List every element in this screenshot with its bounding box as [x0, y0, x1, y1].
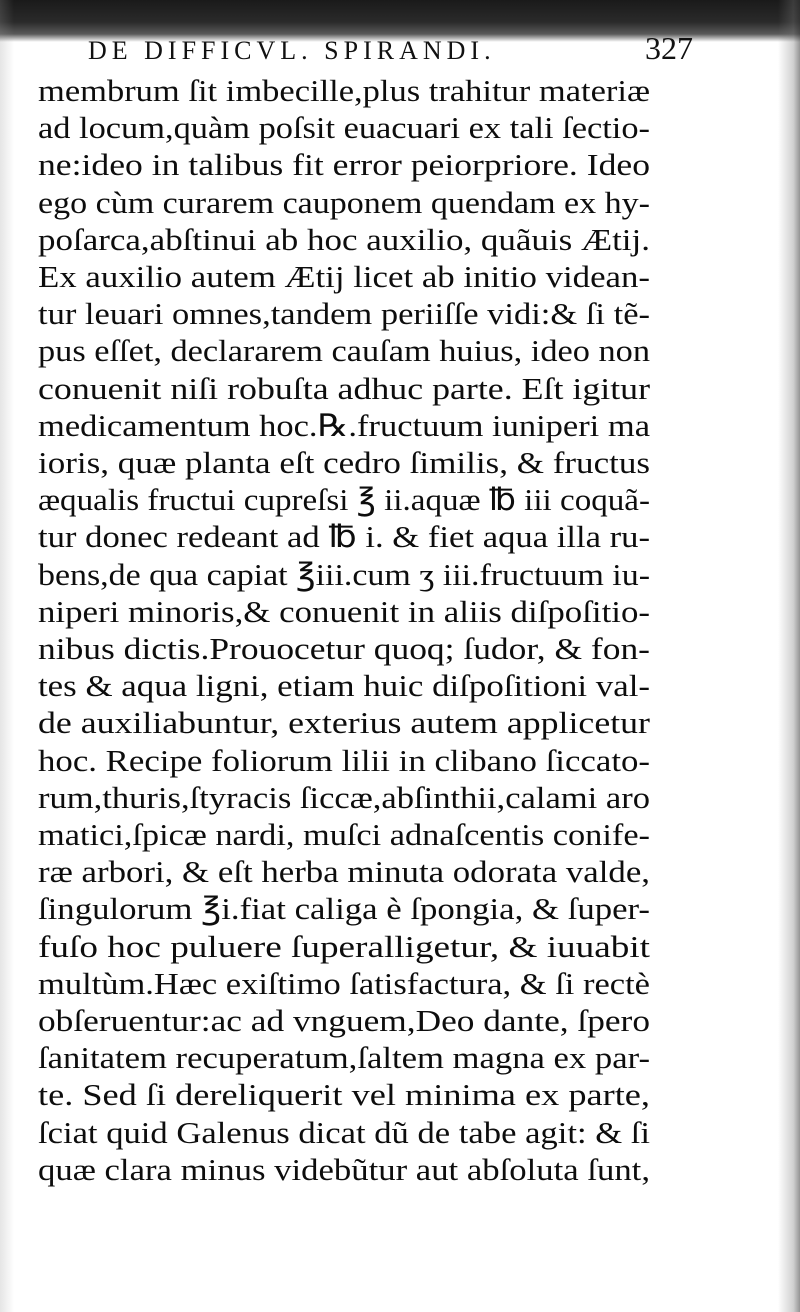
text-line: bens,de qua capiat ℥iii.cum ʒ iii.fructuum iu- — [38, 556, 650, 592]
text-line: ioris, quæ planta eſt cedro ſimilis, & fructus — [38, 445, 650, 481]
text-line: tur leuari omnes,tandem periiſſe vidi:& ſi tẽ- — [38, 296, 650, 332]
text-line: obſeruentur:ac ad vnguem,Deo dante, ſpero — [38, 1003, 650, 1039]
text-line: ne:ideo in talibus fit error peiorpriore. Ideo — [38, 147, 650, 183]
text-line: nibus dictis.Prouocetur quoq; ſudor, & fon- — [38, 631, 650, 667]
printed-page — [38, 30, 693, 1188]
text-line: ſciat quid Galenus dicat dũ de tabe agit: & ſi — [38, 1114, 650, 1150]
page-gutter-shadow — [778, 0, 800, 1312]
text-line: rum,thuris,ſtyracis ſiccæ,abſinthii,calami aro — [38, 779, 650, 815]
text-line: de auxiliabuntur, exterius autem applicetur — [38, 705, 650, 741]
text-line: membrum ſit imbecille,plus trahitur materiæ — [38, 73, 650, 108]
text-line: niperi minoris,& conuenit in aliis diſpoſitio- — [38, 593, 650, 629]
text-line: te. Sed ſi dereliquerit vel minima ex parte, — [38, 1077, 650, 1113]
text-line: medicamentum hoc.℞.fructuum iuniperi ma — [38, 407, 651, 443]
text-line: hoc. Recipe foliorum lilii in clibano ſiccato- — [38, 742, 650, 778]
page-left-edge — [0, 0, 14, 1312]
text-line: æqualis fructui cupreſsi ℥ ii.aquæ ℔ iii coquã- — [38, 482, 650, 518]
text-line: conuenit niſi robuſta adhuc parte. Eſt igitur — [38, 370, 650, 406]
text-line: multùm.Hæc exiſtimo ſatisfactura, & ſi rectè — [38, 965, 650, 1001]
text-line: tur donec redeant ad ℔ i. & fiet aqua illa ru- — [38, 519, 650, 555]
text-line: Ex auxilio autem Ætij licet ab initio videan- — [38, 259, 650, 295]
text-line: pus eſſet, declararem cauſam huius, ideo non — [38, 333, 650, 369]
text-line: tes & aqua ligni, etiam huic diſpoſitioni val- — [38, 668, 650, 704]
text-line: ræ arbori, & eſt herba minuta odorata valde, — [38, 854, 650, 890]
text-line: fuſo hoc puluere ſuperalligetur, & iuuabit — [38, 928, 650, 964]
text-line: poſarca,abſtinui ab hoc auxilio, quãuis Ætij. — [38, 221, 650, 257]
text-line: matici,ſpicæ nardi, muſci adnaſcentis conife- — [38, 817, 650, 853]
running-head — [88, 30, 693, 72]
page-number: 327 — [645, 30, 693, 66]
text-line: ad locum,quàm poſsit euacuari ex tali ſectio- — [38, 110, 650, 146]
text-line: ego cùm curarem cauponem quendam ex hy- — [38, 184, 650, 220]
body-text — [38, 72, 678, 1188]
text-line: quæ clara minus videbũtur aut abſoluta ſunt, — [38, 1151, 650, 1187]
text-line: ſingulorum ℥i.fiat caliga è ſpongia, & ſuper- — [38, 891, 650, 927]
running-title: DE DIFFICVL. SPIRANDI. — [88, 36, 496, 65]
text-line: ſanitatem recuperatum,ſaltem magna ex par- — [38, 1040, 650, 1076]
